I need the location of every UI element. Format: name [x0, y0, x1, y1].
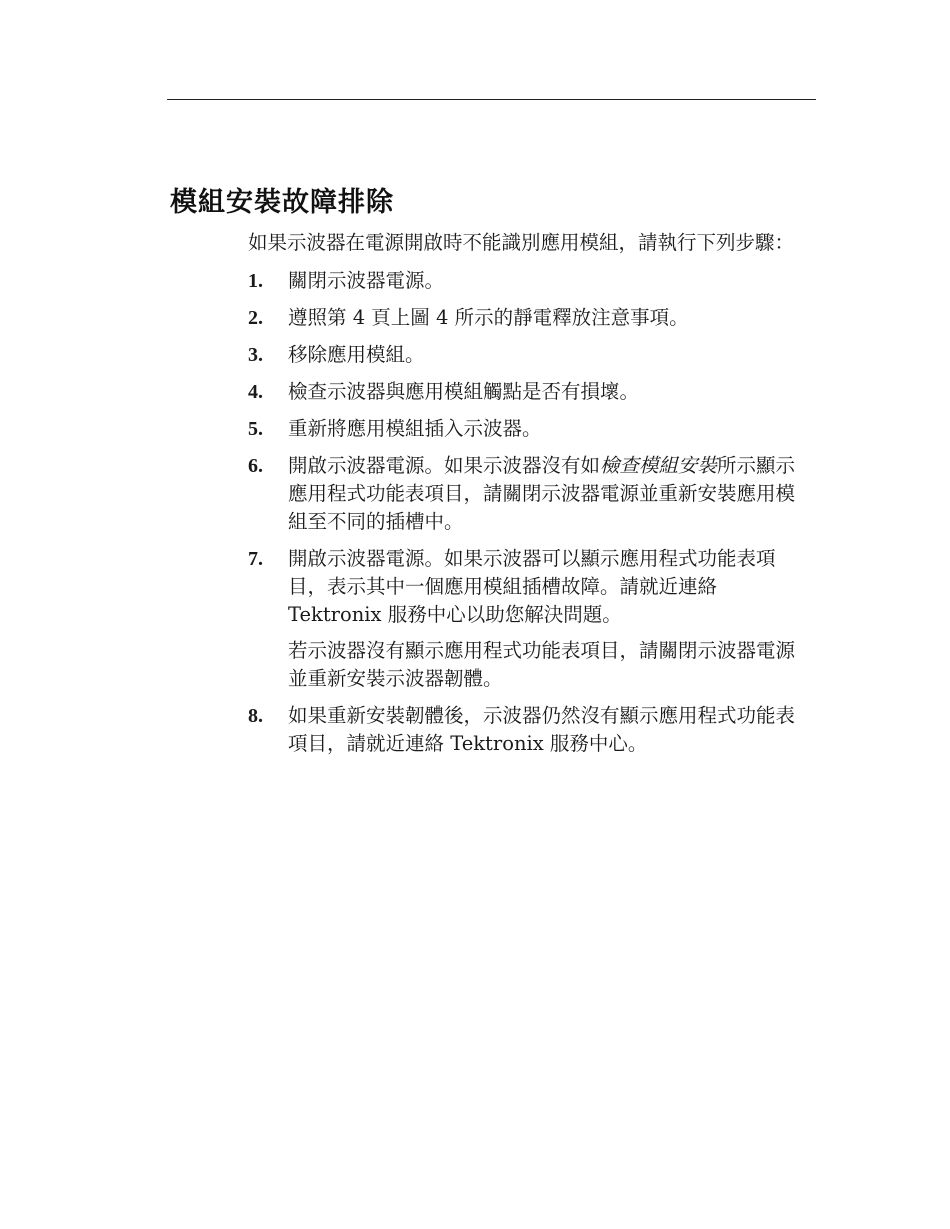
step-text: 遵照第 4 頁上圖 4 所示的靜電釋放注意事項。 — [288, 306, 689, 329]
step-item — [248, 341, 808, 369]
intro-paragraph: 如果示波器在電源開啟時不能識別應用模組，請執行下列步驟： — [248, 231, 795, 254]
step-number: 5. — [248, 418, 263, 440]
step-subparagraph: 若示波器沒有顯示應用程式功能表項目，請關閉示波器電源並重新安裝示波器韌體。 — [288, 639, 796, 690]
step-number: 7. — [248, 548, 263, 570]
step-text-part: 開啟示波器電源。如果示波器沒有如 — [288, 454, 601, 477]
step-item — [248, 267, 808, 295]
content-body — [248, 229, 808, 767]
step-item — [248, 545, 808, 693]
step-text: 開啟示波器電源。如果示波器可以顯示應用程式功能表項目，表示其中一個應用模組插槽故障。請就近連絡 Tektronix 服務中心以助您解決問題。 — [288, 547, 776, 626]
step-number: 2. — [248, 307, 263, 329]
step-number: 3. — [248, 344, 263, 366]
step-text: 移除應用模組。 — [288, 343, 425, 366]
step-text: 如果重新安裝韌體後，示波器仍然沒有顯示應用程式功能表項目，請就近連絡 Tektronix 服務中心。 — [288, 704, 796, 755]
step-text — [288, 452, 808, 536]
cross-reference-link[interactable]: 檢查模組安裝 — [600, 454, 718, 477]
header-rule — [167, 99, 816, 100]
step-number: 8. — [248, 705, 263, 727]
step-item — [248, 378, 808, 406]
step-text: 檢查示波器與應用模組觸點是否有損壞。 — [288, 380, 640, 403]
step-number: 6. — [248, 455, 263, 477]
steps-list — [248, 267, 808, 758]
step-item — [248, 702, 808, 758]
step-text: 重新將應用模組插入示波器。 — [288, 417, 542, 440]
step-number: 4. — [248, 381, 263, 403]
step-number: 1. — [248, 270, 263, 292]
step-item — [248, 415, 808, 443]
step-item — [248, 304, 808, 332]
step-text-part: 所示顯示應用程式功能表項目，請關閉示波器電源並重新安裝應用模組至不同的插槽中。 — [288, 454, 796, 533]
page-title: 模組安裝故障排除 — [170, 187, 394, 218]
step-item — [248, 452, 808, 536]
step-text: 關閉示波器電源。 — [288, 269, 445, 292]
